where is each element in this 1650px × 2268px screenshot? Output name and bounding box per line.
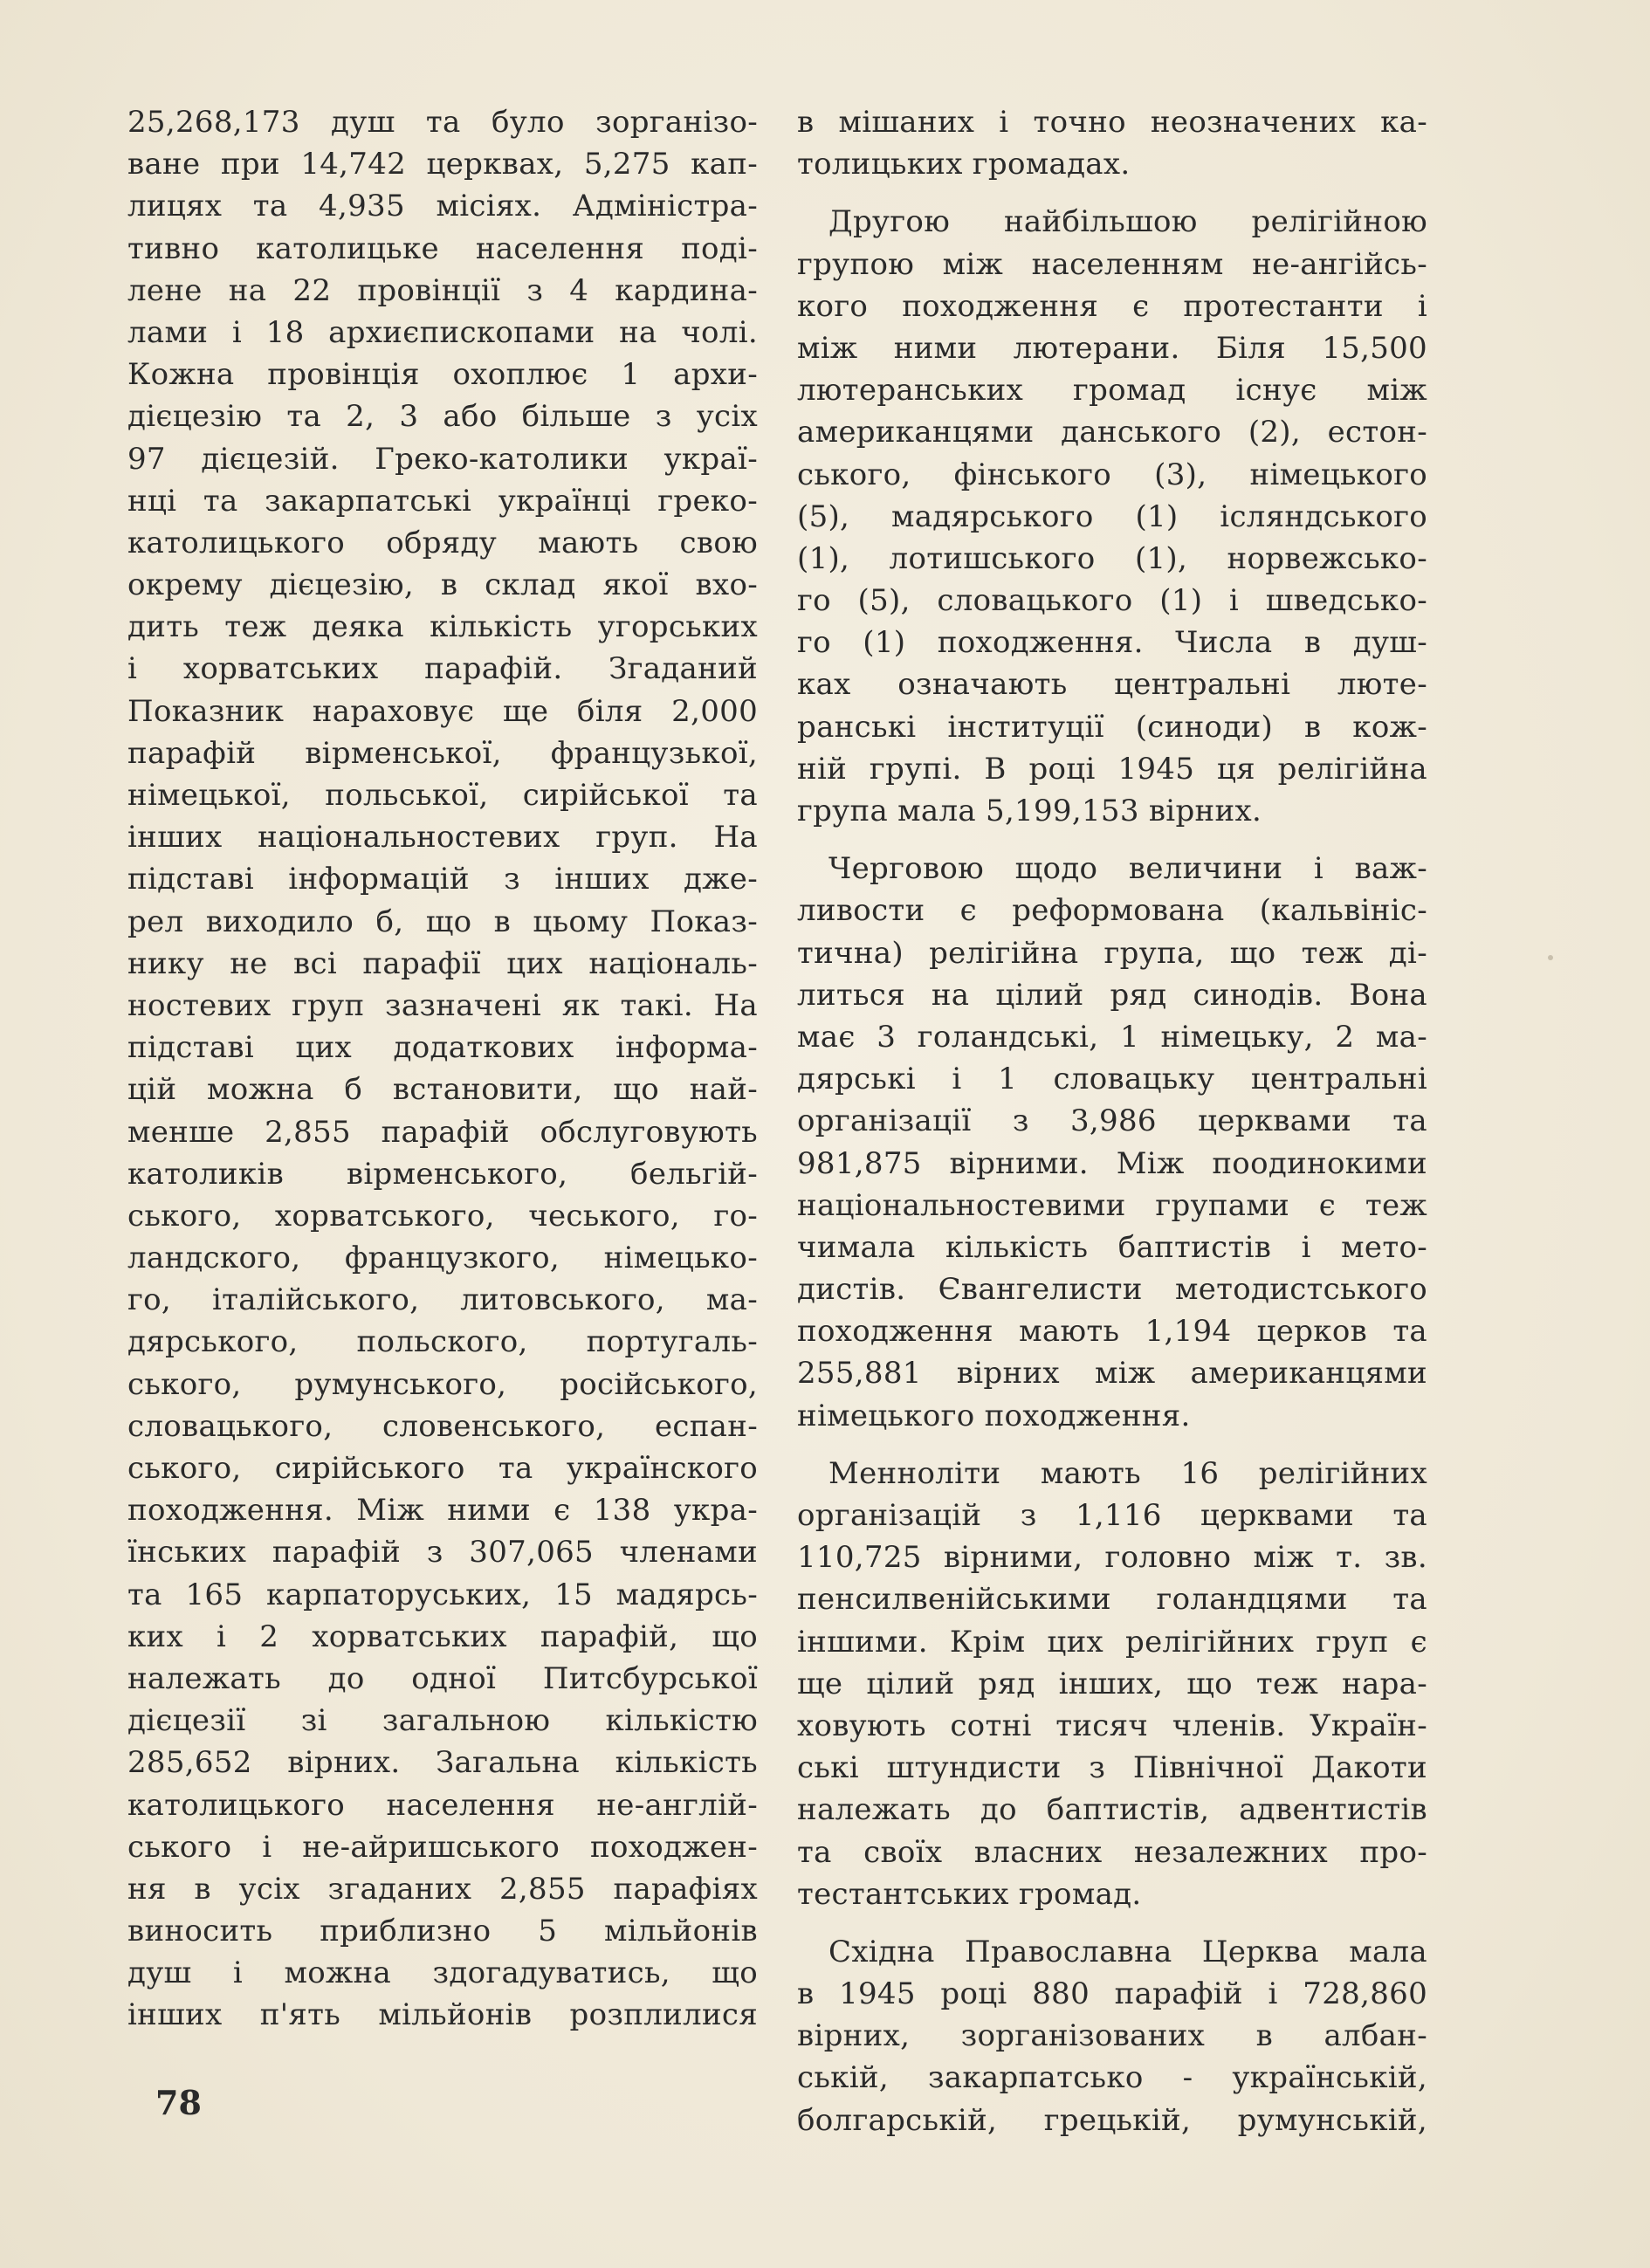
text-line: окрему дієцезію, в склад якої вхо- bbox=[127, 567, 758, 603]
left-text-column bbox=[127, 101, 758, 2037]
text-line: тична) релігійна група, що теж ді- bbox=[797, 935, 1427, 971]
text-line: дить теж деяка кількість угорських bbox=[127, 609, 758, 645]
text-line: (1), лотишського (1), норвежсько- bbox=[797, 540, 1427, 576]
text-line: групою між населенням не-ангійсь- bbox=[797, 246, 1427, 282]
text-line: в 1945 році 880 парафій і 728,860 bbox=[797, 1976, 1427, 2012]
text-line: ського, румунського, російського, bbox=[127, 1366, 758, 1402]
text-line: організацій з 1,116 церквами та bbox=[797, 1498, 1427, 1533]
text-line: інших національностевих груп. На bbox=[127, 820, 758, 856]
text-line: го, італійського, литовського, ма- bbox=[127, 1282, 758, 1318]
text-line: ландского, французкого, німецько- bbox=[127, 1241, 758, 1276]
text-line: підставі цих додаткових інформа- bbox=[127, 1030, 758, 1066]
paragraph-gap bbox=[797, 832, 1427, 848]
text-line: Східна Православна Церква мала bbox=[828, 1934, 1427, 1969]
text-line: лами і 18 архиєпископами на чолі. bbox=[127, 314, 758, 350]
text-line: ній групі. В році 1945 ця релігійна bbox=[797, 751, 1427, 787]
text-line: ського, фінського (3), німецького bbox=[797, 457, 1427, 492]
text-line: та своїх власних незалежних про- bbox=[797, 1834, 1427, 1870]
text-line: ховують сотні тисяч членів. Україн- bbox=[797, 1708, 1427, 1743]
text-line: лицях та 4,935 місіях. Адміністра- bbox=[127, 189, 758, 224]
right-text-column bbox=[797, 101, 1427, 2141]
text-line: належать до одної Питсбурської bbox=[127, 1660, 758, 1696]
text-line: менше 2,855 парафій обслуговують bbox=[127, 1114, 758, 1150]
text-line: го (5), словацького (1) і шведсько- bbox=[797, 583, 1427, 619]
text-line: їнських парафій з 307,065 членами bbox=[127, 1535, 758, 1570]
text-line: кого походження є протестанти і bbox=[797, 288, 1427, 324]
text-line: ностевих груп зазначені як такі. На bbox=[127, 987, 758, 1023]
text-line: лене на 22 провінції з 4 кардина- bbox=[127, 272, 758, 308]
text-line: дистів. Євангелисти методистського bbox=[797, 1272, 1427, 1308]
text-line: організації з 3,986 церквами та bbox=[797, 1103, 1427, 1139]
text-line: дярського, польского, португаль- bbox=[127, 1324, 758, 1360]
text-line: дієцезію та 2, 3 або більше з усіх bbox=[127, 399, 758, 435]
text-line: нці та закарпатські українці греко- bbox=[127, 483, 758, 519]
text-line: литься на цілий ряд синодів. Вона bbox=[797, 977, 1427, 1013]
text-line: нику не всі парафії цих національ- bbox=[127, 945, 758, 981]
text-line: інших п'ять мільйонів розплилися bbox=[127, 1997, 758, 2033]
text-line: належать до баптистів, адвентистів bbox=[797, 1792, 1427, 1828]
text-line: німецького походження. bbox=[797, 1398, 1191, 1433]
text-line: болгарській, грецькій, румунській, bbox=[797, 2102, 1427, 2138]
text-line: 285,652 вірних. Загальна кількість bbox=[127, 1745, 758, 1781]
text-line: лютеранських громад існує між bbox=[797, 373, 1427, 409]
text-line: група мала 5,199,153 вірних. bbox=[797, 794, 1262, 828]
paragraph-gap bbox=[797, 185, 1427, 201]
page-number: 78 bbox=[155, 2083, 202, 2122]
text-line: толицьких громадах. bbox=[797, 147, 1131, 182]
text-line: ські штундисти з Північної Дакоти bbox=[797, 1750, 1427, 1786]
text-line: душ і можна здогадуватись, що bbox=[127, 1955, 758, 1991]
text-line: ського, хорватського, чеського, го- bbox=[127, 1198, 758, 1234]
text-line: походження мають 1,194 церков та bbox=[797, 1314, 1427, 1350]
text-line: ще цілий ряд інших, що теж нара- bbox=[797, 1666, 1427, 1701]
text-line: підставі інформацій з інших дже- bbox=[127, 862, 758, 897]
text-line: ранські інституції (синоди) в кож- bbox=[797, 709, 1427, 745]
text-line: має 3 голандські, 1 німецьку, 2 ма- bbox=[797, 1019, 1427, 1055]
text-line: 25,268,173 душ та було зорганізо- bbox=[127, 105, 758, 140]
text-line: Черговою щодо величини і важ- bbox=[828, 851, 1427, 887]
text-line: 110,725 вірними, головно між т. зв. bbox=[797, 1540, 1427, 1576]
text-line: тивно католицьке населення поді- bbox=[127, 230, 758, 266]
text-line: 981,875 вірними. Між поодинокими bbox=[797, 1145, 1427, 1181]
text-line: цій можна б встановити, що най- bbox=[127, 1072, 758, 1108]
text-line: вірних, зорганізованих в албан- bbox=[797, 2018, 1427, 2054]
text-line: тестантських громад. bbox=[797, 1876, 1142, 1912]
paragraph-gap bbox=[797, 1437, 1427, 1453]
text-line: католицького населення не-англій- bbox=[127, 1787, 758, 1823]
text-line: словацького, словенського, еспан- bbox=[127, 1408, 758, 1444]
paper-speck bbox=[1548, 955, 1553, 960]
text-line: рел виходило б, що в цьому Показ- bbox=[127, 904, 758, 939]
text-line: чимала кількість баптистів і мето- bbox=[797, 1229, 1427, 1265]
text-line: в мішаних і точно неозначених ка- bbox=[797, 105, 1427, 140]
text-line: го (1) походження. Числа в душ- bbox=[797, 625, 1427, 661]
text-line: іншими. Крім цих релігійних груп є bbox=[797, 1624, 1427, 1660]
text-line: ня в усіх згаданих 2,855 парафіях bbox=[127, 1871, 758, 1907]
text-line: пенсилвенійськими голандцями та bbox=[797, 1582, 1427, 1618]
text-line: та 165 карпаторуських, 15 мадярсь- bbox=[127, 1577, 758, 1612]
text-line: і хорватських парафій. Згаданий bbox=[127, 651, 758, 687]
text-line: католицького обряду мають свою bbox=[127, 525, 758, 560]
text-line: німецької, польської, сирійської та bbox=[127, 778, 758, 813]
text-line: національностевими групами є теж bbox=[797, 1187, 1427, 1223]
text-line: ване при 14,742 церквах, 5,275 кап- bbox=[127, 147, 758, 182]
text-line: ського, сирійського та українского bbox=[127, 1451, 758, 1486]
text-line: виносить приблизно 5 мільйонів bbox=[127, 1914, 758, 1949]
text-line: ких і 2 хорватських парафій, що bbox=[127, 1619, 758, 1654]
text-line: парафій вірменської, французької, bbox=[127, 735, 758, 771]
text-line: Показник нараховує ще біля 2,000 bbox=[127, 693, 758, 729]
text-line: ках означають центральні люте- bbox=[797, 667, 1427, 703]
text-line: Менноліти мають 16 релігійних bbox=[828, 1455, 1427, 1491]
text-line: Другою найбільшою релігійною bbox=[828, 204, 1427, 240]
text-line: ській, закарпатсько - українській, bbox=[797, 2060, 1427, 2096]
text-line: Кожна провінція охоплює 1 архи- bbox=[127, 357, 758, 393]
text-line: 97 дієцезій. Греко-католики украї- bbox=[127, 441, 758, 477]
text-line: (5), мадярського (1) ісляндського bbox=[797, 498, 1427, 534]
text-line: 255,881 вірних між американцями bbox=[797, 1356, 1427, 1392]
text-line: католиків вірменського, бельгій- bbox=[127, 1156, 758, 1192]
text-line: походження. Між ними є 138 укра- bbox=[127, 1493, 758, 1529]
text-line: між ними лютерани. Біля 15,500 bbox=[797, 330, 1427, 366]
text-line: дярські і 1 словацьку центральні bbox=[797, 1062, 1427, 1097]
text-line: ливости є реформована (кальвініс- bbox=[797, 893, 1427, 929]
text-line: ського і не-айришського походжен- bbox=[127, 1829, 758, 1865]
text-line: американцями данського (2), естон- bbox=[797, 415, 1427, 450]
paragraph-gap bbox=[797, 1915, 1427, 1931]
text-line: дієцезії зі загальною кількістю bbox=[127, 1703, 758, 1739]
